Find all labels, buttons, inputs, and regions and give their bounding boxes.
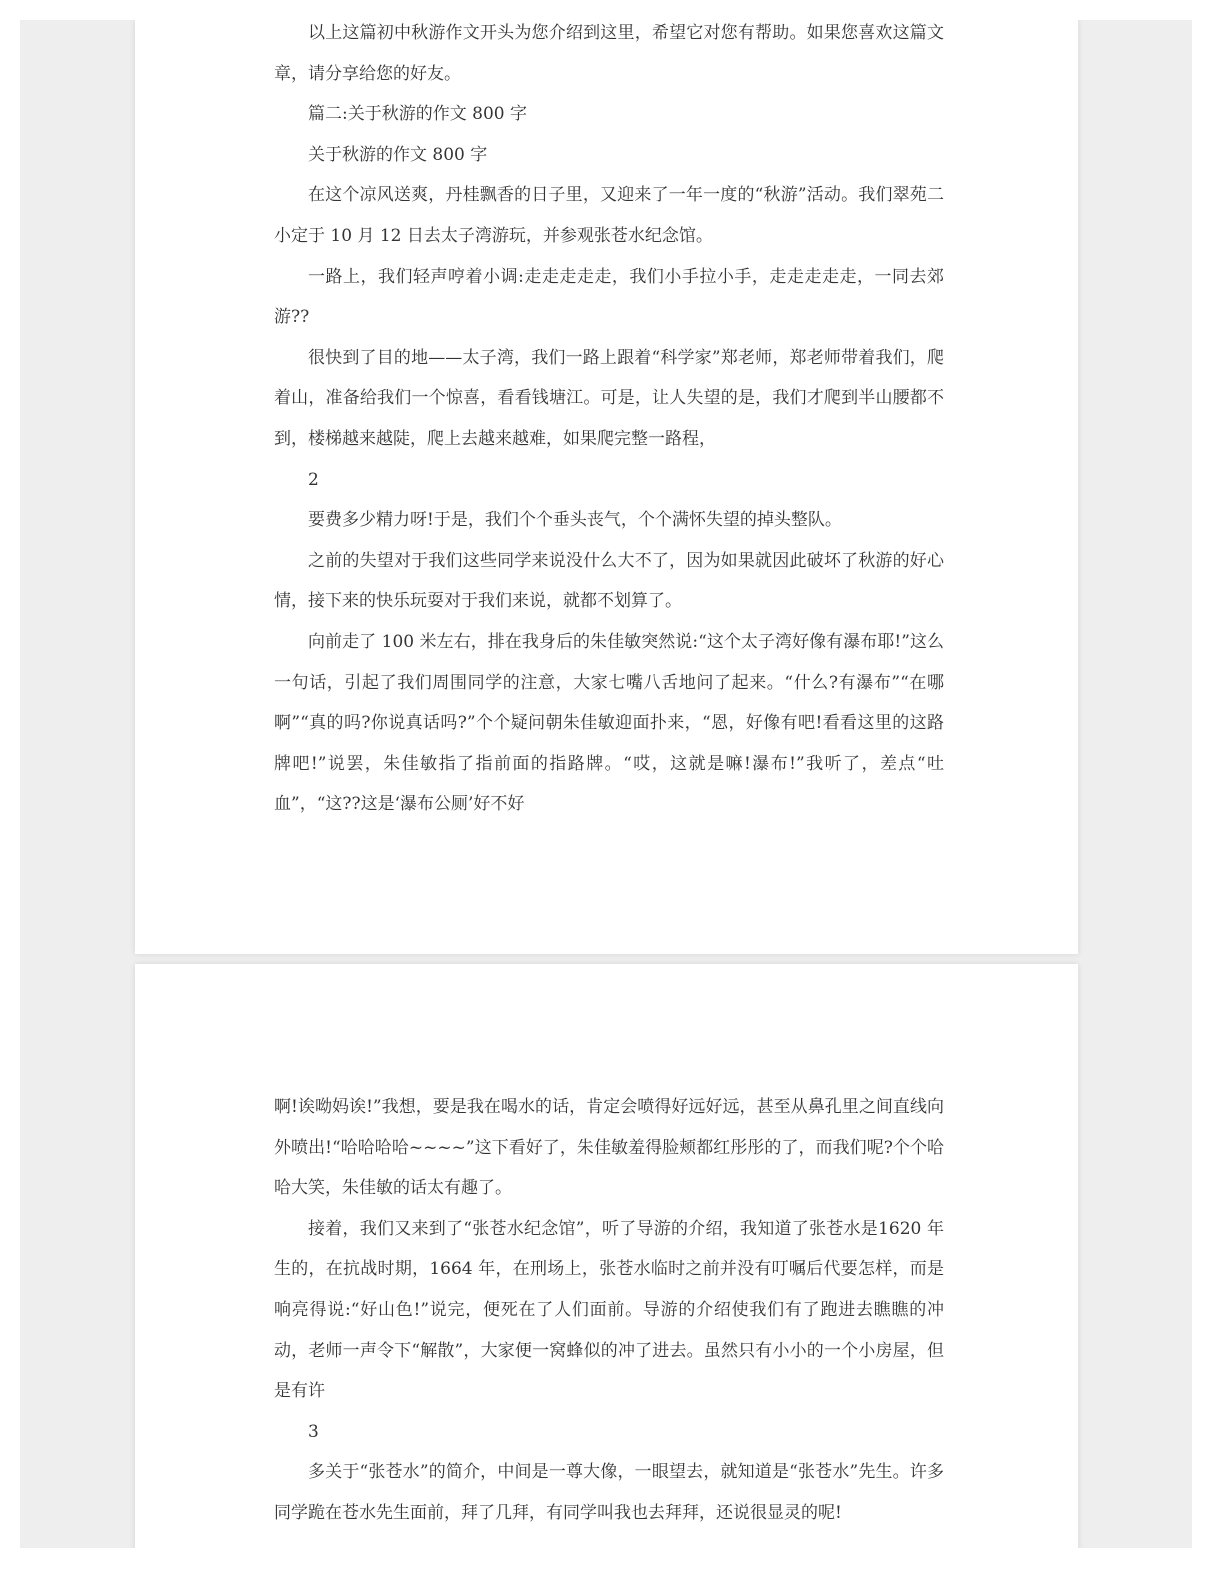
essay-title: 关于秋游的作文 800 字 bbox=[308, 144, 488, 165]
paragraph: 接着，我们又来到了“张苍水纪念馆”，听了导游的介绍，我知道了张苍水是1620 年生的，在抗战时期，1664 年，在刑场上，张苍水临时之前并没有叮嘱后代要怎样，而是响亮得说:“好山色!”说完，便死在了人们面前。导游的介绍使我们有了跑进去瞧瞧的冲动，老师一声令下“解散”，大家便一窝蜂似的冲了进去。虽然只有小小的一个小房屋，但是有许 bbox=[274, 1218, 944, 1402]
paragraph: 以上这篇初中秋游作文开头为您介绍到这里，希望它对您有帮助。如果您喜欢这篇文章，请分享给您的好友。 bbox=[274, 23, 944, 84]
document-page bbox=[135, 964, 1078, 1548]
page-number: 3 bbox=[308, 1421, 319, 1442]
page-text bbox=[274, 20, 944, 825]
page-number: 2 bbox=[308, 469, 319, 490]
paragraph: 在这个凉风送爽，丹桂飘香的日子里，又迎来了一年一度的“秋游”活动。我们翠苑二小定于 10 月 12 日去太子湾游玩，并参观张苍水纪念馆。 bbox=[274, 185, 944, 246]
document-page bbox=[135, 20, 1078, 954]
section-heading: 篇二:关于秋游的作文 800 字 bbox=[308, 104, 527, 125]
paragraph: 啊!诶呦妈诶!”我想，要是我在喝水的话，肯定会喷得好远好远，甚至从鼻孔里之间直线向外喷出!“哈哈哈哈~~~~”这下看好了，朱佳敏羞得脸颊都红彤彤的了，而我们呢?个个哈哈大笑，朱佳敏的话太有趣了。 bbox=[274, 1097, 944, 1199]
paragraph: 多关于“张苍水”的简介，中间是一尊大像，一眼望去，就知道是“张苍水”先生。许多同学跪在苍水先生面前，拜了几拜，有同学叫我也去拜拜，还说很显灵的呢! bbox=[274, 1462, 944, 1523]
document-viewer[interactable] bbox=[20, 20, 1192, 1548]
paragraph: 一路上，我们轻声哼着小调:走走走走走，我们小手拉小手，走走走走走，一同去郊游?? bbox=[274, 266, 944, 328]
paragraph: 要费多少精力呀!于是，我们个个垂头丧气，个个满怀失望的掉头整队。 bbox=[308, 510, 842, 531]
paragraph: 向前走了 100 米左右，排在我身后的朱佳敏突然说:“这个太子湾好像有瀑布耶!”这么一句话，引起了我们周围同学的注意，大家七嘴八舌地问了起来。“什么?有瀑布”“在哪啊”“真的吗?你说真话吗?”个个疑问朝朱佳敏迎面扑来，“恩，好像有吧!看看这里的这路牌吧!”说罢，朱佳敏指了指前面的指路牌。“哎，这就是嘛!瀑布!”我听了，差点“吐血”，“这??这是‘瀑布公厕’好不好 bbox=[274, 631, 944, 815]
page-text bbox=[274, 1087, 944, 1534]
paragraph: 很快到了目的地——太子湾，我们一路上跟着“科学家”郑老师，郑老师带着我们，爬着山，准备给我们一个惊喜，看看钱塘江。可是，让人失望的是，我们才爬到半山腰都不到，楼梯越来越陡，爬上去越来越难，如果爬完整一路程， bbox=[274, 347, 944, 449]
paragraph: 之前的失望对于我们这些同学来说没什么大不了，因为如果就因此破坏了秋游的好心情，接下来的快乐玩耍对于我们来说，就都不划算了。 bbox=[274, 550, 944, 612]
